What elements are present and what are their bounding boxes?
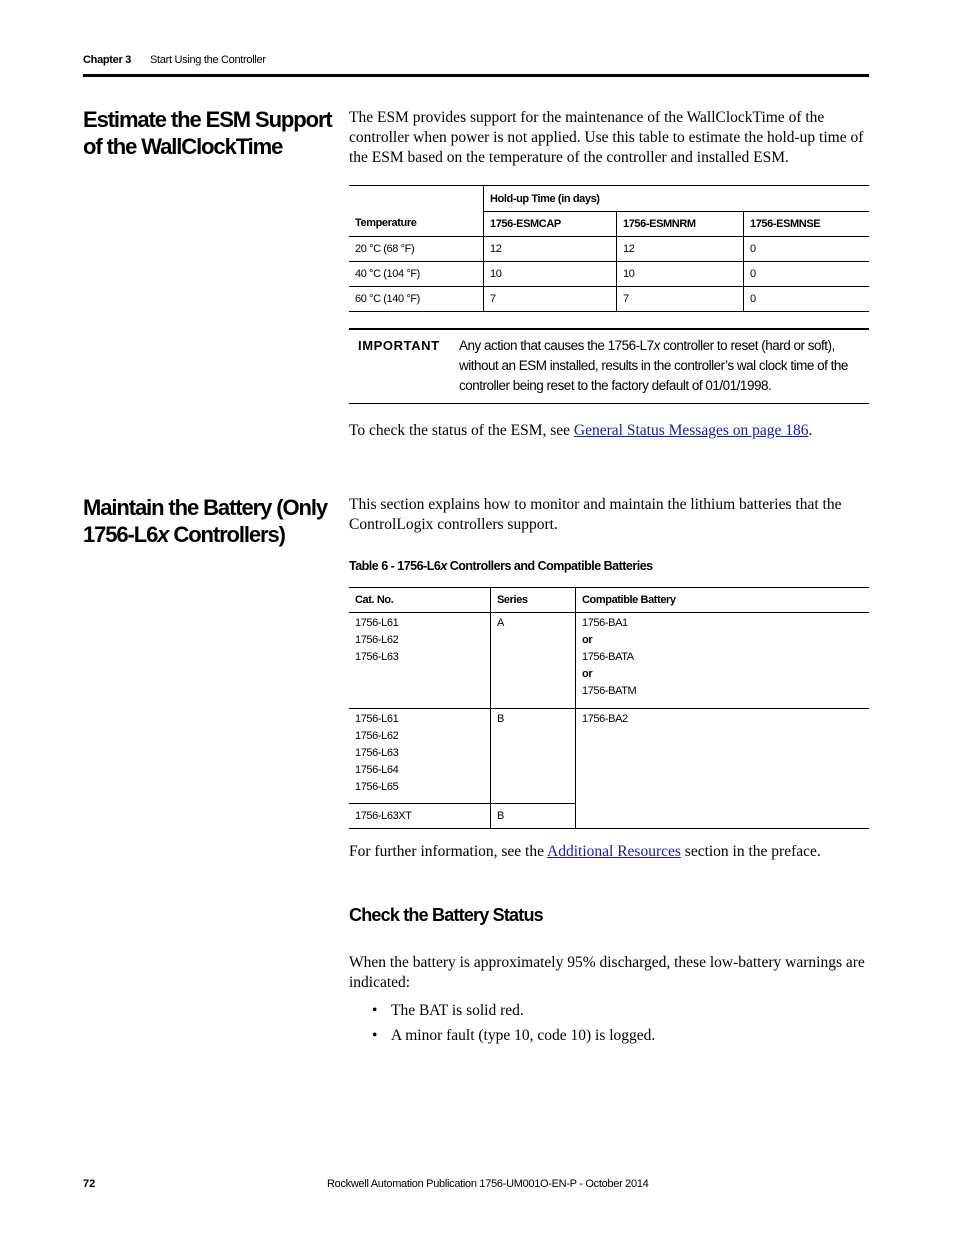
cat-no-cell: 1756-L63XT (349, 804, 491, 829)
chapter-label: Chapter 3 (83, 54, 132, 66)
table-cell: 7 (484, 287, 617, 312)
check-battery-heading: Check the Battery Status (349, 905, 543, 925)
caption-part: Table 6 - 1756-L6 (349, 559, 441, 573)
cat-no: 1756-L63 (355, 747, 399, 759)
series-header: Series (491, 588, 576, 613)
cat-no-cell (349, 613, 491, 709)
important-text-italic: x (653, 338, 660, 353)
further-info-paragraph (349, 842, 871, 862)
series-cell: A (491, 613, 576, 709)
important-text (459, 336, 869, 396)
bullet-icon: • (372, 1027, 378, 1044)
battery-heading-part: 1756-L6 (83, 522, 158, 547)
warning-list (349, 998, 655, 1048)
important-text-part: controller to reset (hard or soft), without an ESM installed, results in the controller’s wal clock time of the controller being reset to the factory default of 01/01/1998. (459, 338, 848, 393)
series-cell: B (491, 709, 576, 804)
esm-status-paragraph (349, 421, 871, 441)
table-cell: 0 (744, 237, 870, 262)
further-text-end: section in the preface. (680, 843, 821, 860)
list-item (349, 998, 655, 1023)
table-cell: 7 (617, 287, 744, 312)
battery-heading-italic: x (157, 522, 169, 547)
column-header: 1756-ESMNSE (744, 212, 870, 237)
holdup-group-header: Hold-up Time (in days) (484, 186, 870, 212)
table-row (349, 613, 869, 709)
temperature-cell: 40 °C (104 °F) (349, 262, 484, 287)
cat-no-header: Cat. No. (349, 588, 491, 613)
status-text: To check the status of the ESM, see (349, 422, 574, 439)
cat-no: 1756-L61 (355, 713, 399, 725)
or-separator: or (582, 668, 593, 680)
table-row (349, 237, 869, 262)
list-item-text: The BAT is solid red. (391, 1002, 524, 1019)
battery-heading-part: Controllers) (168, 522, 285, 547)
esm-heading-line2: of the WallClockTime (83, 134, 283, 159)
table-cell: 12 (484, 237, 617, 262)
publication-info: Rockwell Automation Publication 1756-UM001O-EN-P - October 2014 (327, 1178, 649, 1190)
or-separator: or (582, 634, 593, 646)
battery-cell (576, 613, 870, 709)
cat-no: 1756-L62 (355, 634, 399, 646)
important-text-part: Any action that causes the 1756-L7 (459, 338, 654, 353)
compatible-battery-header: Compatible Battery (576, 588, 870, 613)
caption-italic: x (440, 559, 447, 573)
esm-intro-paragraph: The ESM provides support for the maintenance of the WallClockTime of the controller when power is not applied. Use this table to estimate the hold-up time of the ESM based on the temperature of the controller and installed ESM. (349, 109, 864, 166)
battery-cell: 1756-BA2 (576, 709, 870, 829)
column-header: 1756-ESMCAP (484, 212, 617, 237)
battery-name: 1756-BA1 (582, 617, 628, 629)
table-row (349, 709, 869, 804)
chapter-title: Start Using the Controller (150, 54, 266, 66)
battery-heading-line2 (83, 521, 327, 548)
esm-heading-line1: Estimate the ESM Support (83, 107, 332, 132)
further-text: For further information, see the (349, 843, 548, 860)
important-box-bottom-rule (349, 403, 869, 404)
esm-section-heading (83, 106, 332, 160)
series-cell: B (491, 804, 576, 829)
temperature-cell: 20 °C (68 °F) (349, 237, 484, 262)
list-item-text: A minor fault (type 10, code 10) is logged. (391, 1027, 656, 1044)
esm-holdup-table (349, 185, 869, 312)
table-row (349, 262, 869, 287)
header-rule (83, 74, 869, 77)
table-caption (349, 559, 653, 573)
cat-no: 1756-L61 (355, 617, 399, 629)
battery-section-heading (83, 494, 327, 548)
bullet-icon: • (372, 1002, 378, 1019)
battery-name: 1756-BATM (582, 685, 637, 697)
list-item (349, 1023, 655, 1048)
battery-compatibility-table (349, 587, 869, 829)
table-cell: 0 (744, 287, 870, 312)
important-label: IMPORTANT (358, 338, 440, 353)
cat-no-cell (349, 709, 491, 804)
additional-resources-link[interactable]: Additional Resources (547, 843, 681, 860)
cat-no: 1756-L62 (355, 730, 399, 742)
temperature-cell: 60 °C (140 °F) (349, 287, 484, 312)
table-cell: 12 (617, 237, 744, 262)
check-battery-intro: When the battery is approximately 95% discharged, these low-battery warnings are indicated: (349, 954, 865, 991)
page-number: 72 (83, 1178, 96, 1190)
table-cell: 10 (484, 262, 617, 287)
important-box-top-rule (349, 328, 869, 330)
battery-name: 1756-BATA (582, 651, 634, 663)
cat-no: 1756-L65 (355, 781, 399, 793)
battery-heading-line1: Maintain the Battery (Only (83, 495, 327, 520)
battery-intro-paragraph: This section explains how to monitor and maintain the lithium batteries that the ControlLogix controllers support. (349, 496, 842, 533)
temperature-header: Temperature (349, 186, 484, 237)
cat-no: 1756-L63 (355, 651, 399, 663)
table-row (349, 287, 869, 312)
general-status-messages-link[interactable]: General Status Messages on page 186 (573, 422, 809, 439)
status-text-end: . (808, 422, 813, 439)
caption-part: Controllers and Compatible Batteries (446, 559, 653, 573)
table-cell: 0 (744, 262, 870, 287)
table-cell: 10 (617, 262, 744, 287)
column-header: 1756-ESMNRM (617, 212, 744, 237)
cat-no: 1756-L64 (355, 764, 399, 776)
